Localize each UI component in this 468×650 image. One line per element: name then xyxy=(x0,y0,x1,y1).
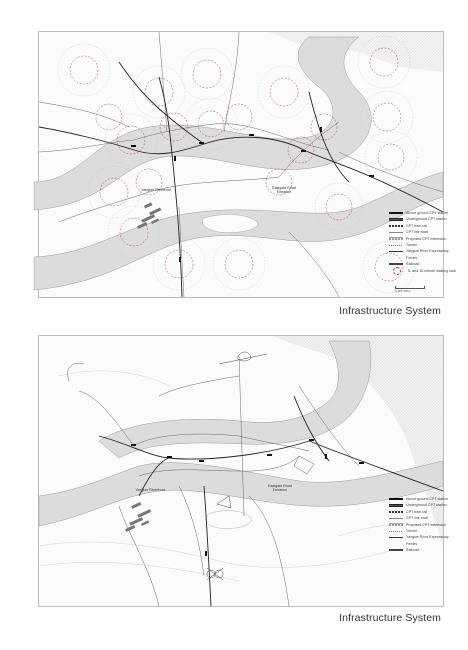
station-marker xyxy=(369,175,374,177)
legend-label: CPT line road xyxy=(406,230,428,235)
river-upper xyxy=(34,37,371,210)
legend-swatch-expressway xyxy=(389,251,403,252)
scale-bar-label: 0 250 500m xyxy=(395,289,411,293)
map-1-legend xyxy=(389,210,456,274)
legend-swatch-above-ground xyxy=(389,212,403,214)
legend-label: Ferries xyxy=(406,541,418,546)
station-marker xyxy=(167,456,172,458)
legend-swatch-ferries xyxy=(389,258,403,259)
place-label-eastgate: Eastgate Road Entrance xyxy=(272,186,296,195)
station-marker xyxy=(359,462,364,464)
legend-swatch-tram xyxy=(389,225,403,226)
legend-label: 5- and 10-minute walking radii xyxy=(408,268,456,273)
legend-swatch-expressway xyxy=(389,537,403,538)
station-marker xyxy=(131,145,136,147)
legend-label: Underground CPT station xyxy=(406,217,447,222)
legend-label: Tunnel xyxy=(406,242,417,247)
walking-radius-circle xyxy=(225,250,253,278)
river-upper xyxy=(99,341,371,458)
legend-swatch-underground xyxy=(389,218,403,221)
map-2-legend xyxy=(389,496,449,554)
map-1-caption: Infrastructure System xyxy=(339,305,441,317)
legend-label: Underground CPT station xyxy=(406,503,447,508)
station-marker xyxy=(199,460,204,462)
legend-swatch-ferries xyxy=(389,544,403,545)
interchange-symbol-north xyxy=(219,352,267,364)
legend-label: Proposed CPT extension xyxy=(406,522,446,527)
station-marker xyxy=(131,444,136,446)
district-blocks xyxy=(125,502,151,532)
map-2-caption: Infrastructure System xyxy=(339,612,441,624)
station-marker xyxy=(267,454,272,456)
station-marker xyxy=(249,134,254,136)
legend-swatch-railroad xyxy=(389,263,403,265)
legend-row xyxy=(389,268,456,274)
legend-label: CPT tram rail xyxy=(406,223,428,228)
walking-radius-circle xyxy=(70,56,98,84)
station-marker xyxy=(309,439,314,441)
walking-radius-circle xyxy=(145,78,173,106)
walking-radius-circle xyxy=(96,104,122,130)
legend-swatch-cpt-road xyxy=(389,232,403,233)
map-1-drawing xyxy=(39,32,443,297)
station-marker xyxy=(199,142,204,144)
place-label-riverfront: Yangtze Riverfront xyxy=(141,188,171,192)
walking-radius-circle xyxy=(226,104,252,130)
walking-radius-icon xyxy=(393,267,401,275)
legend-label: Yangtze River Expressway xyxy=(406,249,449,254)
legend-label: Yangtze River Expressway xyxy=(406,535,449,540)
station-marker xyxy=(301,150,306,152)
station-marker xyxy=(325,454,327,459)
legend-swatch-proposed xyxy=(389,523,403,526)
legend-label: Proposed CPT extension xyxy=(406,236,446,241)
legend-label: Railroad xyxy=(406,262,420,267)
legend-row xyxy=(389,547,449,553)
walking-radius-circle xyxy=(193,60,221,88)
legend-label: Above ground CPT station xyxy=(406,497,449,501)
legend-swatch-proposed xyxy=(389,237,403,240)
legend-swatch-cpt-road xyxy=(389,518,403,519)
walking-radius-circle xyxy=(373,103,401,131)
scale-bar xyxy=(395,286,425,293)
walking-radius-circle xyxy=(270,78,298,106)
island xyxy=(206,511,252,529)
place-label-riverfront: Yangtze Riverfront xyxy=(135,488,165,492)
legend-swatch-tunnel xyxy=(389,245,403,246)
station-marker xyxy=(320,127,322,132)
infrastructure-map-2 xyxy=(38,335,449,607)
legend-swatch-railroad xyxy=(389,549,403,551)
legend-swatch-above-ground xyxy=(389,498,403,500)
legend-label: Ferries xyxy=(406,255,418,260)
legend-label: CPT line road xyxy=(406,516,428,521)
infrastructure-map-1 xyxy=(38,31,456,298)
legend-label: CPT tram rail xyxy=(406,509,428,514)
walking-radius-circle xyxy=(378,144,404,170)
place-label-eastgate: Eastgate Road Entrance xyxy=(268,484,292,493)
station-marker xyxy=(174,156,176,161)
map-2-drawing xyxy=(39,336,443,606)
interchange-symbol-mid xyxy=(217,496,231,508)
legend-swatch-tunnel xyxy=(389,531,403,532)
legend-label: Railroad xyxy=(406,548,420,553)
station-marker xyxy=(205,551,207,556)
legend-label: Tunnel xyxy=(406,528,417,533)
walking-radius-circle xyxy=(165,250,193,278)
legend-swatch-tram xyxy=(389,511,403,512)
legend-swatch-underground xyxy=(389,504,403,507)
station-marker xyxy=(179,257,181,262)
legend-label: Above ground CPT station xyxy=(406,211,449,215)
